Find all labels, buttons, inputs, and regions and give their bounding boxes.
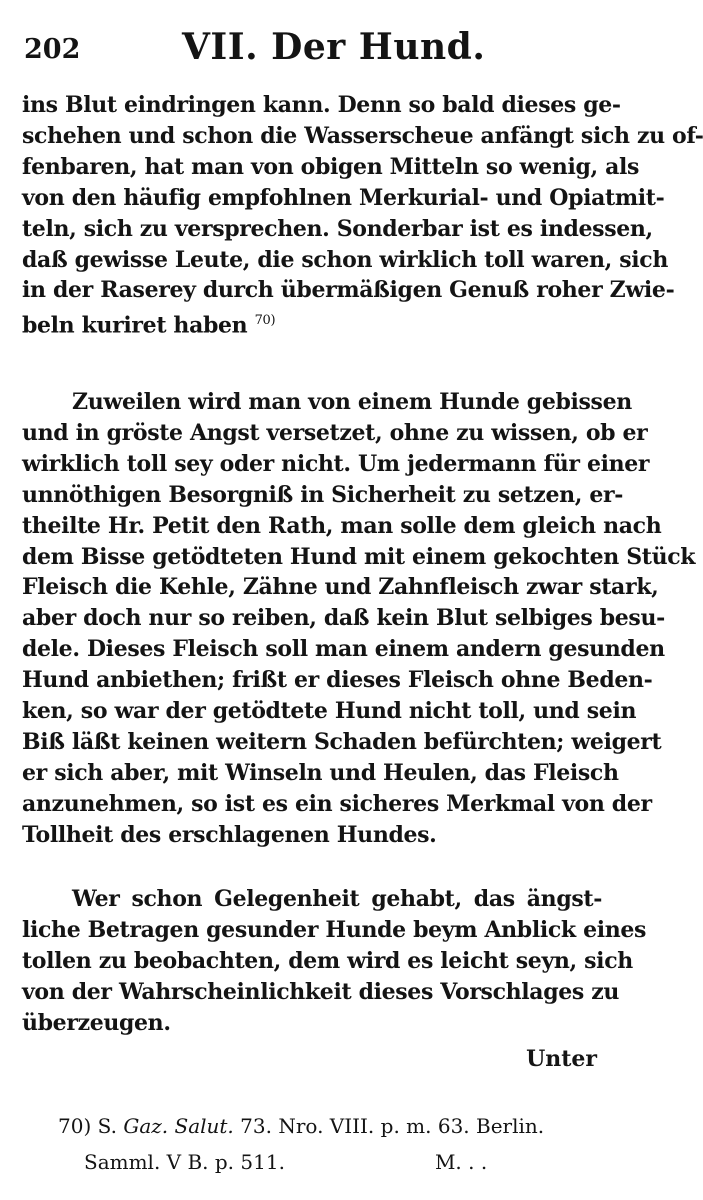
text-line: er sich aber, mit Winseln und Heulen, das Fleisch <box>22 759 619 786</box>
footnote <box>58 1108 603 1180</box>
text-line: und in gröste Angst versetzet, ohne zu wissen, ob er <box>22 419 648 446</box>
text-line: aber doch nur so reiben, daß kein Blut selbiges besu- <box>22 605 665 632</box>
text-line: Hund anbiethen; frißt er dieses Fleisch ohne Beden- <box>22 667 653 694</box>
text-line: von der Wahrscheinlichkeit dieses Vorschlages zu <box>22 978 620 1005</box>
text-line: dem Bisse getödteten Hund mit einem gekochten Stück <box>22 543 696 570</box>
text-line: anzunehmen, so ist es ein sicheres Merkmal von der <box>22 790 652 817</box>
text-line-last <box>22 306 602 341</box>
text-line: Fleisch die Kehle, Zähne und Zahnfleisch zwar stark, <box>22 574 659 601</box>
footnote-line-1-rest: 73. Nro. VIII. p. m. 63. Berlin. <box>240 1114 545 1138</box>
footnote-line-2 <box>58 1144 603 1180</box>
footnote-marker: 70) <box>58 1114 92 1138</box>
text-line: daß gewisse Leute, die schon wirklich toll waren, sich <box>22 246 668 273</box>
footnote-ref: 70) <box>254 313 276 329</box>
footnote-source-title: Gaz. Salut. <box>123 1114 234 1138</box>
footnote-line-2-right: M. . . <box>434 1150 488 1174</box>
running-head: VII. Der Hund. <box>182 26 486 68</box>
footnote-line-1 <box>58 1108 603 1144</box>
text-line: ins Blut eindringen kann. Denn so bald dieses ge- <box>22 92 621 118</box>
text-line: ken, so war der getödtete Hund nicht toll, und sein <box>22 698 637 725</box>
page-number: 202 <box>24 34 81 65</box>
paragraph-2 <box>22 387 696 851</box>
catchword: Unter <box>526 1046 597 1072</box>
text-line: dele. Dieses Fleisch soll man einem andern gesunden <box>22 636 665 663</box>
page-header <box>22 22 601 72</box>
text-line: von den häufig empfohlnen Merkurial- und Opiatmit- <box>22 184 665 211</box>
footnote-source-prefix: S. <box>97 1114 117 1138</box>
text-line: theilte Hr. Petit den Rath, man solle dem gleich nach <box>22 512 662 539</box>
paragraph-3 <box>22 884 647 1039</box>
text-line-last: überzeugen. <box>22 1009 171 1036</box>
text-line: Zuweilen wird man von einem Hunde gebissen <box>72 389 632 415</box>
text-line: fenbaren, hat man von obigen Mitteln so wenig, als <box>22 153 640 180</box>
text-line: in der Raserey durch übermäßigen Genuß roher Zwie- <box>22 277 675 304</box>
text-line: tollen zu beobachten, dem wird es leicht seyn, sich <box>22 947 633 974</box>
text-line: teln, sich zu versprechen. Sonderbar ist es indessen, <box>22 215 653 242</box>
text-line: Biß läßt keinen weitern Schaden befürchten; weigert <box>22 728 662 755</box>
text-line: liche Betragen gesunder Hunde beym Anblick eines <box>22 916 647 943</box>
paragraph-1 <box>22 90 703 342</box>
text-line: unnöthigen Besorgniß in Sicherheit zu setzen, er- <box>22 481 624 508</box>
text-line: Wer schon Gelegenheit gehabt, das ängst- <box>72 886 602 912</box>
text-line: wirklich toll sey oder nicht. Um jedermann für einer <box>22 450 650 477</box>
text-line-content: beln kuriret haben <box>22 312 248 339</box>
footnote-line-2-left: Samml. V B. p. 511. <box>84 1150 285 1174</box>
text-line-last: Tollheit des erschlagenen Hundes. <box>22 821 437 848</box>
text-line: schehen und schon die Wasserscheue anfängt sich zu of- <box>22 122 703 149</box>
